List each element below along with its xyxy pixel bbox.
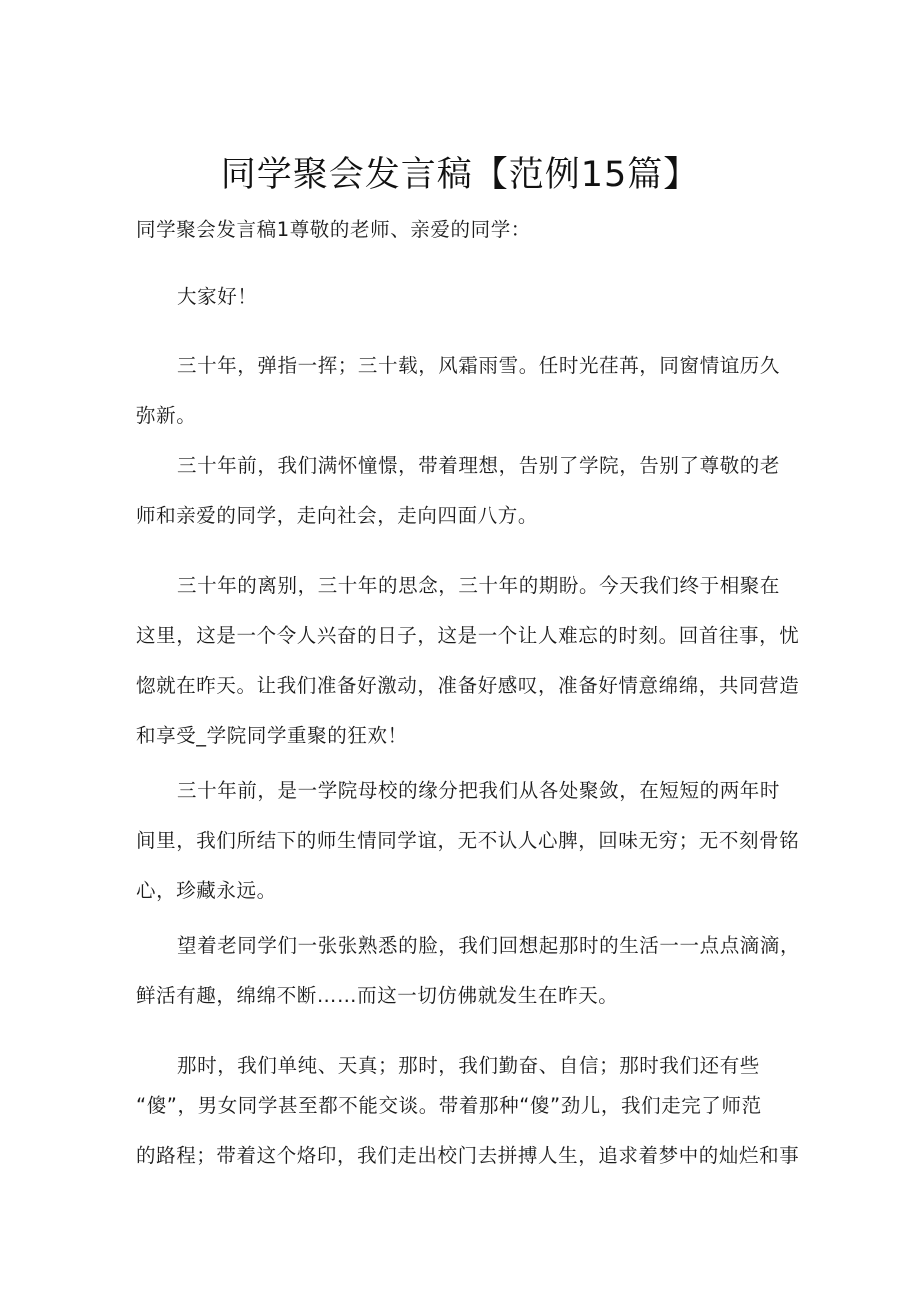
text-line: 的路程；带着这个烙印，我们走出校门去拼搏人生，追求着梦中的灿烂和事 (136, 1144, 800, 1167)
text-line: 三十年前，我们满怀憧憬，带着理想，告别了学院，告别了尊敬的老 (177, 454, 781, 477)
page-title: 同学聚会发言稿【范例15篇】 (220, 155, 700, 195)
text-line: 弥新。 (136, 404, 197, 427)
text-line: 三十年，弹指一挥；三十载，风霜雨雪。任时光荏苒，同窗情谊历久 (177, 354, 781, 377)
text-line: “傻”，男女同学甚至都不能交谈。带着那种“傻”劲儿，我们走完了师范 (136, 1094, 762, 1117)
text-line: 和享受_学院同学重聚的狂欢！ (136, 724, 408, 747)
text-line: 同学聚会发言稿1尊敬的老师、亲爱的同学： (136, 218, 531, 241)
text-line: 间里，我们所结下的师生情同学谊，无不认人心脾，回味无穷；无不刻骨铭 (136, 829, 800, 852)
text-line: 望着老同学们一张张熟悉的脸，我们回想起那时的生活一一点点滴滴， (177, 934, 801, 957)
text-line: 师和亲爱的同学，走向社会，走向四面八方。 (136, 504, 539, 527)
text-line: 三十年的离别，三十年的思念，三十年的期盼。今天我们终于相聚在 (177, 574, 781, 597)
text-line: 大家好！ (177, 285, 258, 308)
text-line: 这里，这是一个令人兴奋的日子，这是一个让人难忘的时刻。回首往事，忧 (136, 624, 800, 647)
text-line: 那时，我们单纯、天真；那时，我们勤奋、自信；那时我们还有些 (177, 1054, 760, 1077)
text-line: 三十年前，是一学院母校的缘分把我们从各处聚敛，在短短的两年时 (177, 779, 781, 802)
text-line: 鲜活有趣，绵绵不断……而这一切仿佛就发生在昨天。 (136, 984, 619, 1007)
text-line: 心，珍藏永远。 (136, 879, 277, 902)
text-line: 惚就在昨天。让我们准备好激动，准备好感叹，准备好情意绵绵，共同营造 (136, 674, 800, 697)
